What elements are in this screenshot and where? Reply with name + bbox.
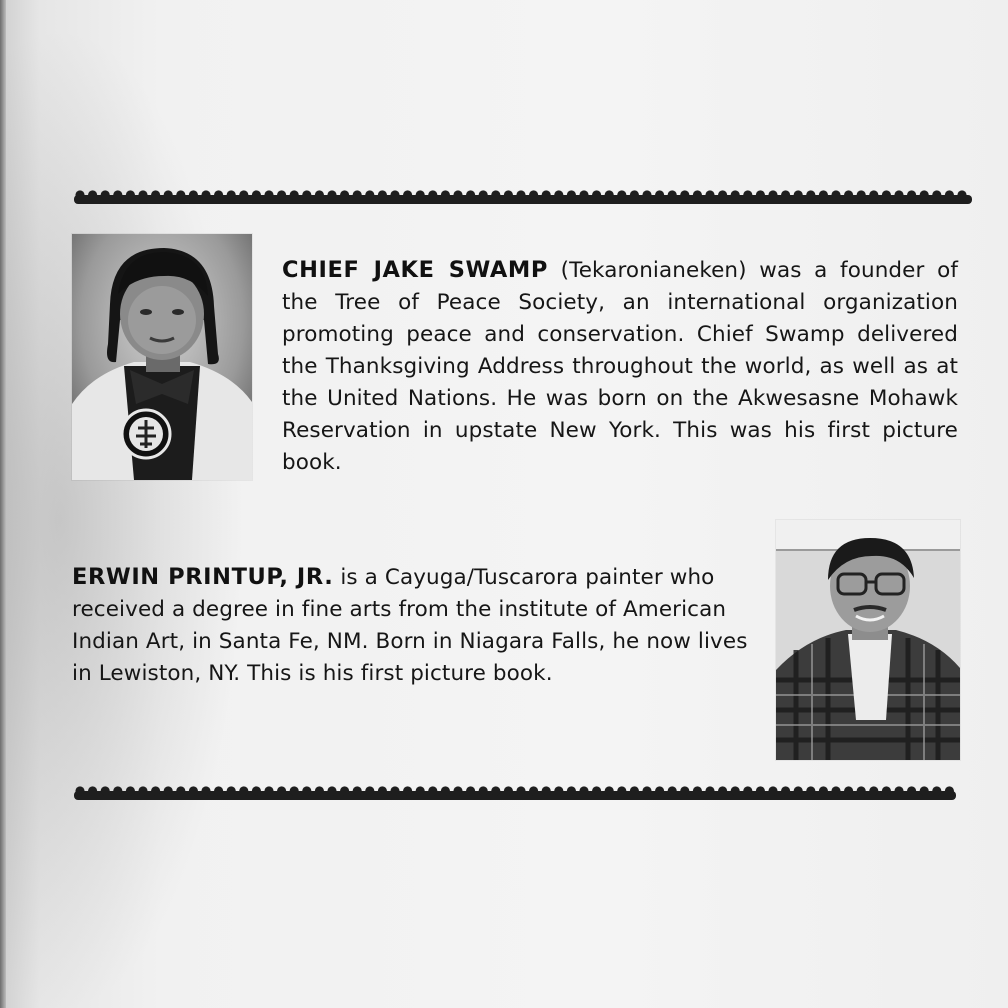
book-spine-shadow [0,0,6,1008]
bio-chief-jake-swamp [282,254,958,479]
author-photo-chief-jake-swamp [72,234,252,480]
bio-text: is a Cayuga/Tuscarora painter who received a degree in fine arts from the institute of American Indian Art, in Santa Fe, NM. Born in Niagara Falls, he now lives in Lewiston, NY. This is his first picture book. [72,565,748,686]
author-photo-erwin-printup-jr [776,520,960,760]
bio-text: (Tekaronianeken) was a founder of the Tree of Peace Society, an international organization promoting peace and conservation. Chief Swamp delivered the Thanksgiving Address throughout the world, as well as at the United Nations. He was born on the Akwesasne Mohawk Reservation in upstate New York. This was his first picture book. [282,258,958,475]
bio-name: ERWIN PRINTUP, JR. [72,564,334,590]
scalloped-divider-top [74,186,972,208]
bio-name: CHIEF JAKE SWAMP [282,257,548,283]
scalloped-divider-bottom [74,782,956,804]
bio-erwin-printup-jr [72,561,752,690]
